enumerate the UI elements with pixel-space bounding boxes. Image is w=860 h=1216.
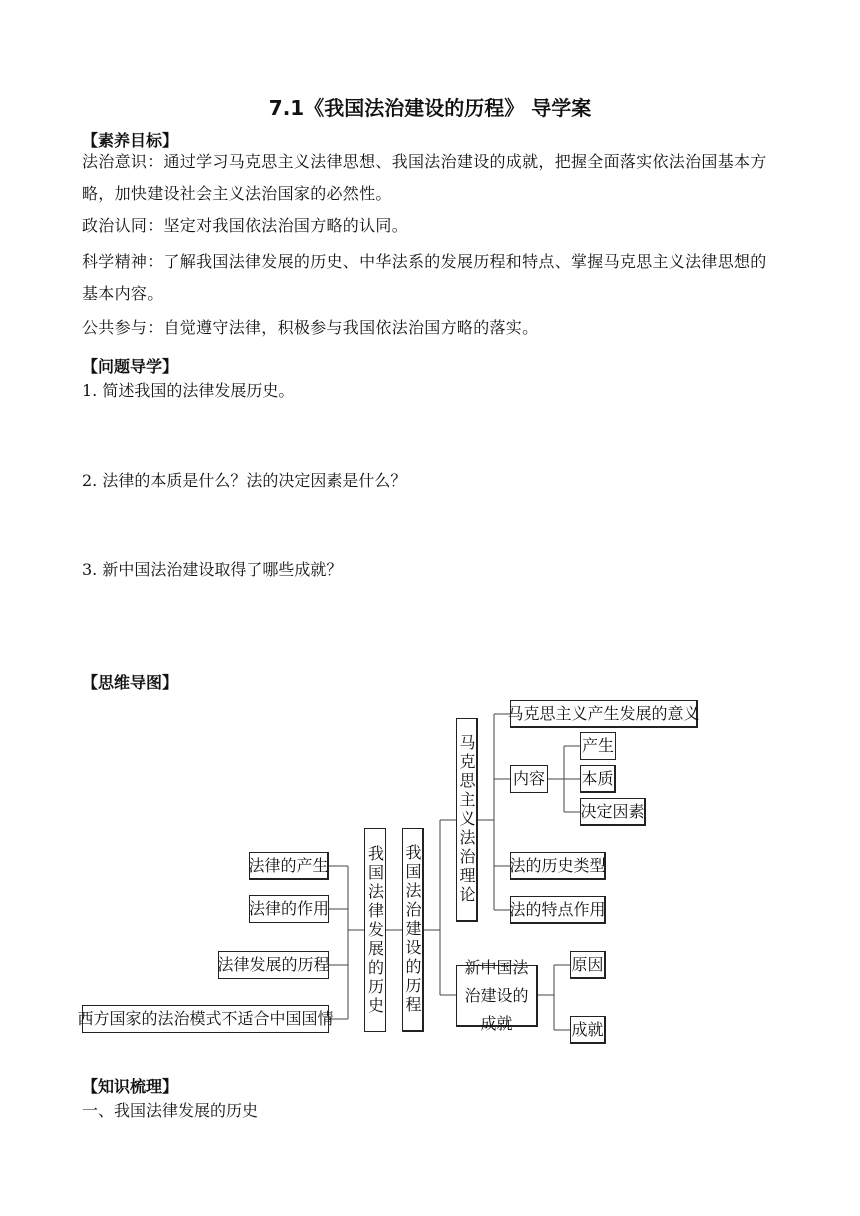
node-marxist-theory: 马克思主义法治理论: [456, 718, 478, 922]
node-reason: 原因: [570, 951, 606, 979]
node-law-origin: 法律的产生: [249, 852, 329, 880]
goal-legal-awareness: 法治意识：通过学习马克思主义法律思想、我国法治建设的成就，把握全面落实依法治国基本方略，加快建设社会主义法治国家的必然性。: [82, 152, 767, 203]
node-content: 内容: [510, 765, 548, 793]
goal-public-participation: 公共参与：自觉遵守法律，积极参与我国依法治国方略的落实。: [82, 318, 539, 337]
section-literacy-goals: 【素养目标】: [82, 131, 179, 150]
goal-scientific-spirit: 科学精神：了解我国法律发展的历史、中华法系的发展历程和特点、掌握马克思主义法律思想的基本内容。: [82, 252, 767, 303]
node-achievement: 成就: [570, 1016, 606, 1044]
node-rule-of-law-history: 我国法治建设的历程: [402, 828, 424, 1032]
node-western-model: 西方国家的法治模式不适合中国国情: [82, 1005, 329, 1033]
knowledge-heading-1: 一、我国法律发展的历史: [82, 1101, 259, 1120]
question-2: 2. 法律的本质是什么？法的决定因素是什么？: [82, 471, 407, 490]
node-content-essence: 本质: [580, 765, 616, 793]
node-law-history: 我国法律发展的历史: [364, 828, 386, 1032]
goal-political-identity: 政治认同：坚定对我国依法治国方略的认同。: [82, 216, 409, 235]
section-mind-map: 【思维导图】: [82, 673, 179, 692]
node-content-determinant: 决定因素: [580, 798, 646, 826]
section-knowledge-review: 【知识梳理】: [82, 1077, 179, 1096]
node-law-types: 法的历史类型: [510, 852, 606, 880]
node-content-origin: 产生: [580, 732, 616, 760]
node-law-function: 法律的作用: [249, 895, 329, 923]
node-marx-meaning: 马克思主义产生发展的意义: [510, 700, 698, 728]
question-3: 3. 新中国法治建设取得了哪些成就？: [82, 560, 343, 579]
question-1: 1. 简述我国的法律发展历史。: [82, 381, 295, 400]
section-question-guide: 【问题导学】: [82, 357, 179, 376]
page-title: 7.1《我国法治建设的历程》 导学案: [268, 96, 592, 120]
node-law-development: 法律发展的历程: [218, 951, 329, 979]
node-law-features: 法的特点作用: [510, 896, 606, 924]
node-new-china-achievements: 新中国法治建设的成就: [456, 965, 538, 1027]
